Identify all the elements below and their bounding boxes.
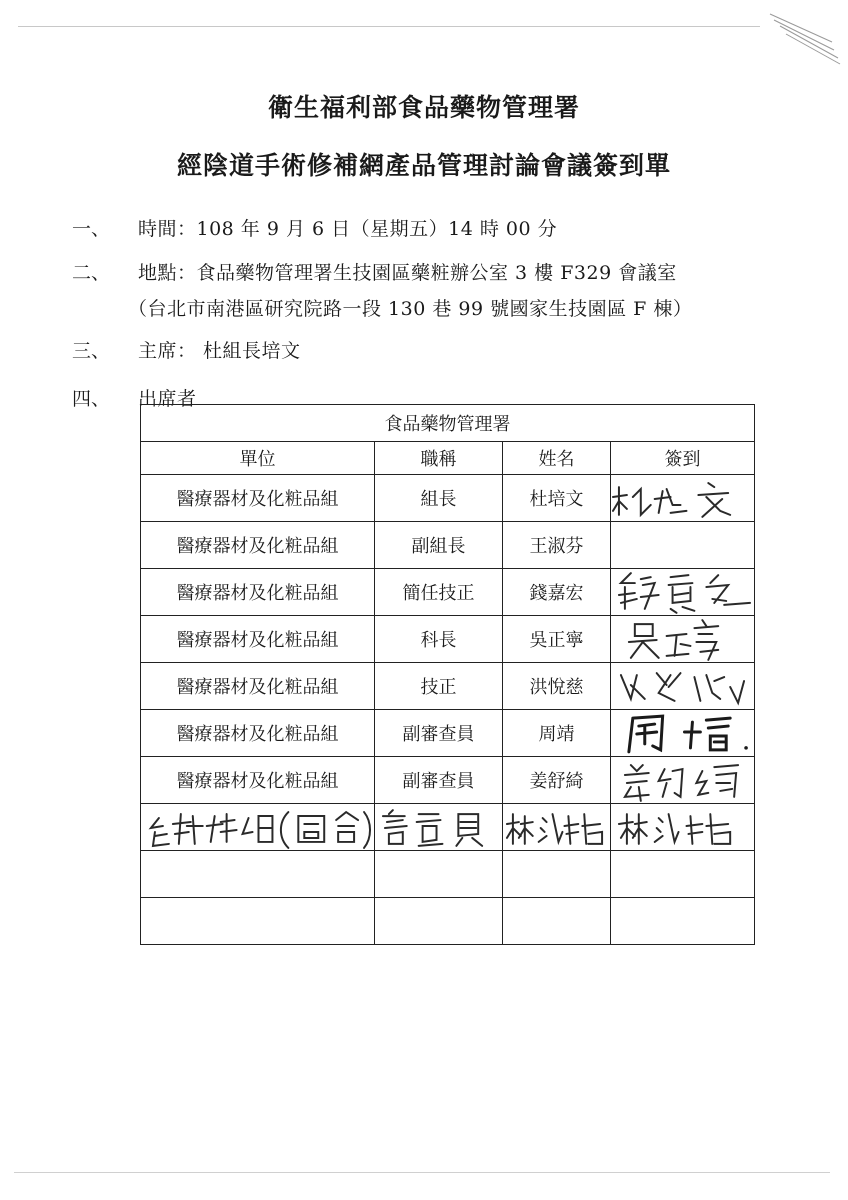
- table-row: [141, 804, 755, 851]
- table-row: [141, 851, 755, 898]
- item-number-1: 一、: [72, 218, 111, 240]
- table-row: [141, 616, 755, 663]
- handwritten-signature: [611, 757, 754, 803]
- table-row: [141, 663, 755, 710]
- cell-unit: [141, 898, 375, 945]
- meeting-address: （台北市南港區研究院路一段 130 巷 99 號國家生技園區 F 棟）: [128, 298, 693, 320]
- cell-title: 科長: [375, 616, 503, 663]
- column-header-signature: 簽到: [611, 442, 755, 475]
- page-subtitle: 經陰道手術修補網產品管理討論會議簽到單: [176, 151, 671, 180]
- cell-unit-handwritten: [141, 804, 375, 851]
- item-number-4: 四、: [72, 388, 111, 410]
- cell-name: 周靖: [503, 710, 611, 757]
- attendees-label: 出席者: [138, 388, 197, 410]
- cell-name: 杜培文: [503, 475, 611, 522]
- attendance-table: [140, 404, 755, 945]
- item-number-2: 二、: [72, 262, 111, 284]
- meeting-location: 地點：食品藥物管理署生技園區藥粧辦公室 3 樓 F329 會議室: [138, 262, 677, 284]
- cell-signature: [611, 898, 755, 945]
- cell-signature: [611, 475, 755, 522]
- handwritten-signature: [611, 710, 754, 756]
- cell-name: [503, 898, 611, 945]
- cell-title: [375, 898, 503, 945]
- table-row: [141, 757, 755, 804]
- handwritten-name-entry: [503, 804, 610, 850]
- cell-title: 副組長: [375, 522, 503, 569]
- cell-signature: [611, 757, 755, 804]
- column-header-name: 姓名: [503, 442, 611, 475]
- handwritten-unit-entry: [141, 804, 374, 850]
- item-number-3: 三、: [72, 340, 111, 362]
- cell-signature: [611, 804, 755, 851]
- cell-name: 錢嘉宏: [503, 569, 611, 616]
- cell-signature: [611, 663, 755, 710]
- cell-name: 姜舒綺: [503, 757, 611, 804]
- cell-name: 洪悅慈: [503, 663, 611, 710]
- scan-edge-line: [18, 26, 760, 27]
- cell-unit: 醫療器材及化粧品組: [141, 663, 375, 710]
- cell-signature: [611, 569, 755, 616]
- cell-signature: [611, 710, 755, 757]
- cell-title: 副審查員: [375, 757, 503, 804]
- column-header-title: 職稱: [375, 442, 503, 475]
- handwritten-signature: [611, 804, 754, 850]
- cell-unit: 醫療器材及化粧品組: [141, 569, 375, 616]
- cell-unit: 醫療器材及化粧品組: [141, 616, 375, 663]
- meeting-chair: 主席： 杜組長培文: [138, 340, 301, 362]
- cell-name: 王淑芬: [503, 522, 611, 569]
- cell-unit: 醫療器材及化粧品組: [141, 710, 375, 757]
- scan-noise-mark: [762, 4, 842, 74]
- cell-signature: [611, 616, 755, 663]
- column-header-unit: 單位: [141, 442, 375, 475]
- page-title: 衛生福利部食品藥物管理署: [267, 93, 580, 122]
- table-org-header: 食品藥物管理署: [141, 405, 755, 442]
- cell-unit: 醫療器材及化粧品組: [141, 475, 375, 522]
- handwritten-signature: [611, 475, 754, 521]
- cell-title-handwritten: [375, 804, 503, 851]
- cell-name: 吳正寧: [503, 616, 611, 663]
- table-row: [141, 710, 755, 757]
- table-row: [141, 569, 755, 616]
- cell-title: 簡任技正: [375, 569, 503, 616]
- cell-signature: [611, 522, 755, 569]
- cell-title: 組長: [375, 475, 503, 522]
- cell-title: [375, 851, 503, 898]
- handwritten-signature: [611, 569, 754, 615]
- cell-name: [503, 851, 611, 898]
- meeting-time: 時間：108 年 9 月 6 日（星期五）14 時 00 分: [138, 218, 558, 240]
- cell-unit: 醫療器材及化粧品組: [141, 522, 375, 569]
- cell-title: 副審查員: [375, 710, 503, 757]
- cell-name-handwritten: [503, 804, 611, 851]
- cell-title: 技正: [375, 663, 503, 710]
- handwritten-signature: [611, 663, 754, 709]
- table-row: [141, 522, 755, 569]
- table-row: [141, 898, 755, 945]
- cell-unit: 醫療器材及化粧品組: [141, 757, 375, 804]
- cell-unit: [141, 851, 375, 898]
- scan-edge-line: [14, 1172, 830, 1173]
- cell-signature: [611, 851, 755, 898]
- handwritten-title-entry: [375, 804, 502, 850]
- handwritten-signature: [611, 616, 754, 662]
- table-row: [141, 475, 755, 522]
